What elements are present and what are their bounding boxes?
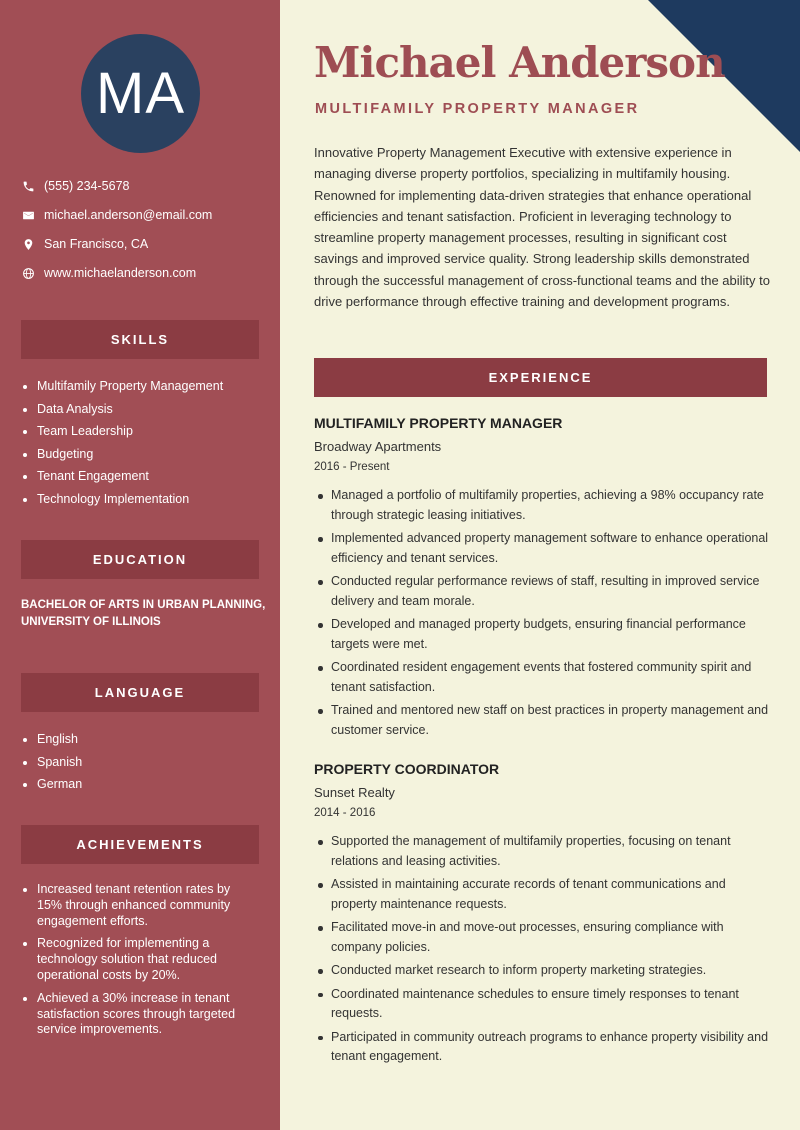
- avatar: [81, 34, 200, 153]
- job-bullet: Conducted market research to inform property marketing strategies.: [314, 961, 769, 981]
- language-list: [22, 731, 262, 799]
- language-item: Spanish: [22, 754, 262, 777]
- phone-text: (555) 234-5678: [44, 179, 130, 193]
- experience-entry: [314, 761, 769, 1071]
- globe-icon: [22, 267, 35, 280]
- achievement-item: Achieved a 30% increase in tenant satisfaction scores through targeted service improvements.: [22, 991, 262, 1038]
- job-bullet: Developed and managed property budgets, ensuring financial performance targets were met.: [314, 615, 769, 654]
- website-text: www.michaelanderson.com: [44, 266, 197, 280]
- job-bullets: [314, 832, 769, 1067]
- job-bullet: Assisted in maintaining accurate records of tenant communications and property maintenance requests.: [314, 875, 769, 914]
- candidate-title: MULTIFAMILY PROPERTY MANAGER: [315, 101, 640, 117]
- profile-summary: Innovative Property Management Executive with extensive experience in managing diverse property portfolios, specializing in multifamily housing. Renowned for implementing data-driven strategies that enhance operational efficiencies and tenant satisfaction. Proficient in leveraging technology to streamline property management processes, resulting in significant cost savings and improved service quality. Strong leadership skills demonstrated through the successful management of cross-functional teams and the ability to drive performance through effective training and development programs.: [314, 145, 770, 310]
- skill-item: Technology Implementation: [22, 491, 262, 514]
- job-bullets: [314, 486, 769, 740]
- job-bullet: Coordinated maintenance schedules to ensure timely responses to tenant requests.: [314, 985, 769, 1024]
- job-bullet: Implemented advanced property management software to enhance operational efficiency and tenant services.: [314, 529, 769, 568]
- location-pin-icon: [22, 238, 35, 251]
- location-text: San Francisco, CA: [44, 237, 149, 251]
- contact-phone: [22, 179, 272, 193]
- job-bullet: Supported the management of multifamily properties, focusing on tenant relations and leasing activities.: [314, 832, 769, 871]
- education-degree: BACHELOR OF ARTS IN URBAN PLANNING, UNIVERSITY OF ILLINOIS: [21, 599, 266, 628]
- job-company: Broadway Apartments: [314, 439, 442, 454]
- achievement-item: Increased tenant retention rates by 15% through enhanced community engagement efforts.: [22, 882, 262, 929]
- candidate-name: Michael Anderson: [314, 38, 725, 87]
- achievements-heading: ACHIEVEMENTS: [21, 825, 259, 864]
- email-icon: [22, 209, 35, 222]
- language-heading: LANGUAGE: [21, 673, 259, 712]
- achievements-list: [22, 882, 262, 1045]
- skill-item: Tenant Engagement: [22, 468, 262, 491]
- achievement-item: Recognized for implementing a technology solution that reduced operational costs by 20%.: [22, 936, 262, 983]
- skills-list: [22, 378, 262, 514]
- sidebar: [0, 0, 280, 1130]
- skill-item: Team Leadership: [22, 423, 262, 446]
- skill-item: Data Analysis: [22, 401, 262, 424]
- job-title: PROPERTY COORDINATOR: [314, 761, 500, 777]
- experience-entry: [314, 415, 769, 744]
- job-bullet: Trained and mentored new staff on best practices in property management and customer service.: [314, 701, 769, 740]
- phone-icon: [22, 180, 35, 193]
- job-bullet: Coordinated resident engagement events that fostered community spirit and tenant satisfaction.: [314, 658, 769, 697]
- skill-item: Budgeting: [22, 446, 262, 469]
- job-bullet: Managed a portfolio of multifamily properties, achieving a 98% occupancy rate through strategic leasing initiatives.: [314, 486, 769, 525]
- email-text: michael.anderson@email.com: [44, 208, 213, 222]
- skill-item: Multifamily Property Management: [22, 378, 262, 401]
- contact-website: [22, 266, 272, 280]
- job-title: MULTIFAMILY PROPERTY MANAGER: [314, 415, 563, 431]
- avatar-initials: MA: [96, 61, 185, 126]
- language-item: English: [22, 731, 262, 754]
- language-item: German: [22, 776, 262, 799]
- education-heading: EDUCATION: [21, 540, 259, 579]
- job-bullet: Participated in community outreach programs to enhance property visibility and tenant engagement.: [314, 1028, 769, 1067]
- contact-location: [22, 237, 272, 251]
- job-bullet: Conducted regular performance reviews of staff, resulting in improved service delivery and team morale.: [314, 572, 769, 611]
- contact-email: [22, 208, 272, 222]
- skills-heading: SKILLS: [21, 320, 259, 359]
- job-bullet: Facilitated move-in and move-out processes, ensuring compliance with company policies.: [314, 918, 769, 957]
- job-company: Sunset Realty: [314, 785, 395, 800]
- job-dates: 2016 - Present: [314, 461, 390, 473]
- job-dates: 2014 - 2016: [314, 807, 376, 819]
- experience-heading: EXPERIENCE: [314, 358, 767, 397]
